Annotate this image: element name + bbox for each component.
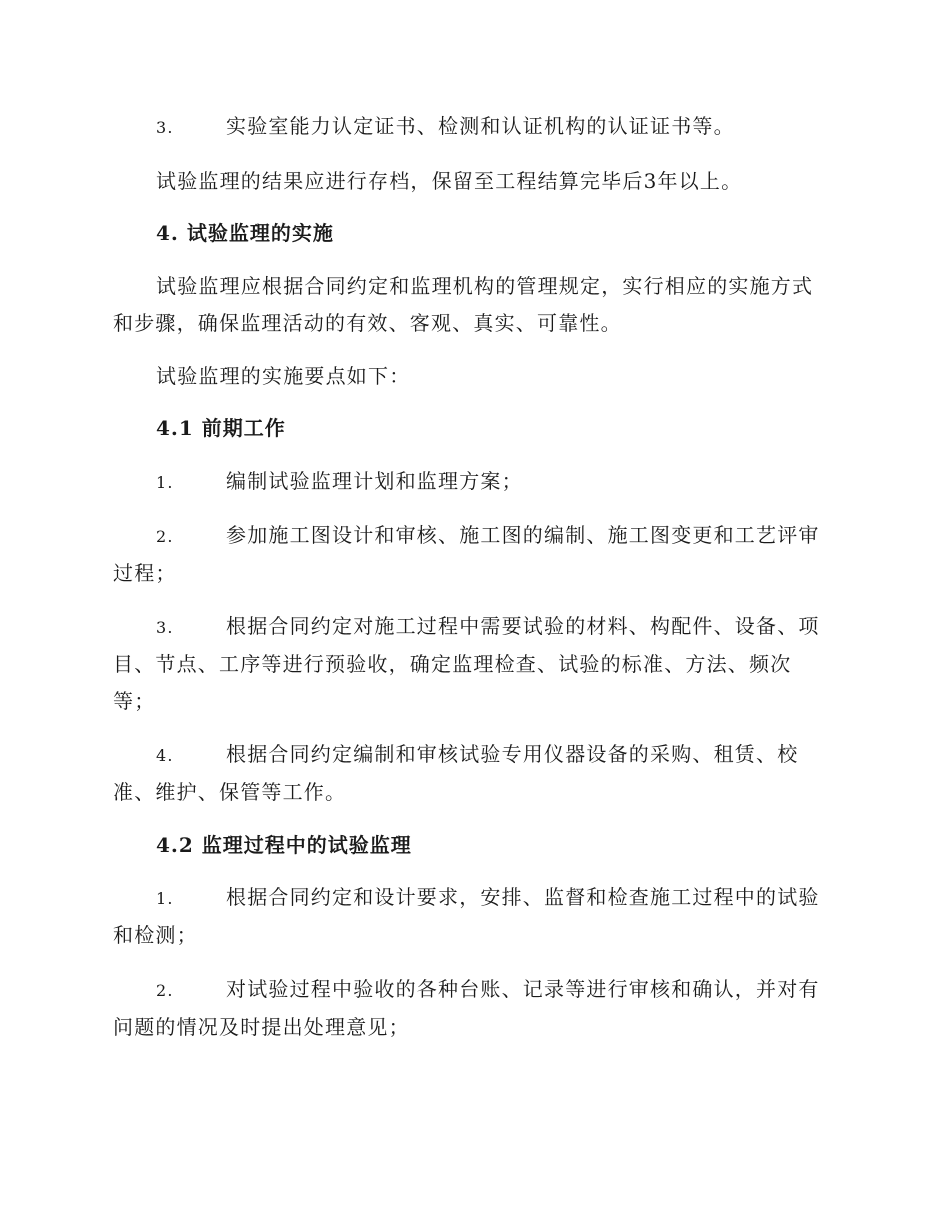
paragraph-archive: 试验监理的结果应进行存档，保留至工程结算完毕后3年以上。: [156, 169, 743, 193]
list-item-4-2-1: [113, 879, 833, 954]
list-number: 3.: [156, 118, 174, 137]
list-item-4: [113, 736, 833, 811]
list-text: 实验室能力认定证书、检测和认证机构的认证证书等。: [226, 114, 735, 138]
list-item-3: [113, 608, 833, 720]
list-text: 对试验过程中验收的各种台账、记录等进行审核和确认，并对有问题的情况及时提出处理意见；: [113, 977, 820, 1039]
heading-section-4-2: 4.2 监理过程中的试验监理: [156, 833, 412, 857]
list-text: 根据合同约定对施工过程中需要试验的材料、构配件、设备、项目、节点、工序等进行预验收，确定监理检查、试验的标准、方法、频次等；: [113, 614, 820, 713]
list-number: 2.: [156, 527, 174, 546]
list-text: 根据合同约定和设计要求，安排、监督和检查施工过程中的试验和检测；: [113, 885, 820, 947]
heading-section-4: 4. 试验监理的实施: [156, 221, 334, 245]
list-number: 4.: [156, 746, 174, 765]
list-item-2: [113, 517, 833, 592]
list-text: 编制试验监理计划和监理方案；: [226, 469, 523, 493]
list-text: 根据合同约定编制和审核试验专用仪器设备的采购、租赁、校准、维护、保管等工作。: [113, 742, 799, 804]
list-number: 2.: [156, 981, 174, 1000]
list-item-3-certificates: [113, 108, 833, 146]
list-number: 1.: [156, 889, 174, 908]
list-number: 3.: [156, 618, 174, 637]
list-number: 1.: [156, 473, 174, 492]
list-text: 参加施工图设计和审核、施工图的编制、施工图变更和工艺评审过程；: [113, 523, 820, 585]
heading-section-4-1: 4.1 前期工作: [156, 416, 286, 440]
list-item-4-2-2: [113, 971, 833, 1046]
paragraph-key-points: 试验监理的实施要点如下：: [156, 364, 411, 388]
paragraph-implementation: 试验监理应根据合同约定和监理机构的管理规定，实行相应的实施方式和步骤，确保监理活动的有效、客观、真实、可靠性。: [113, 274, 814, 335]
list-item-1: [113, 463, 833, 501]
